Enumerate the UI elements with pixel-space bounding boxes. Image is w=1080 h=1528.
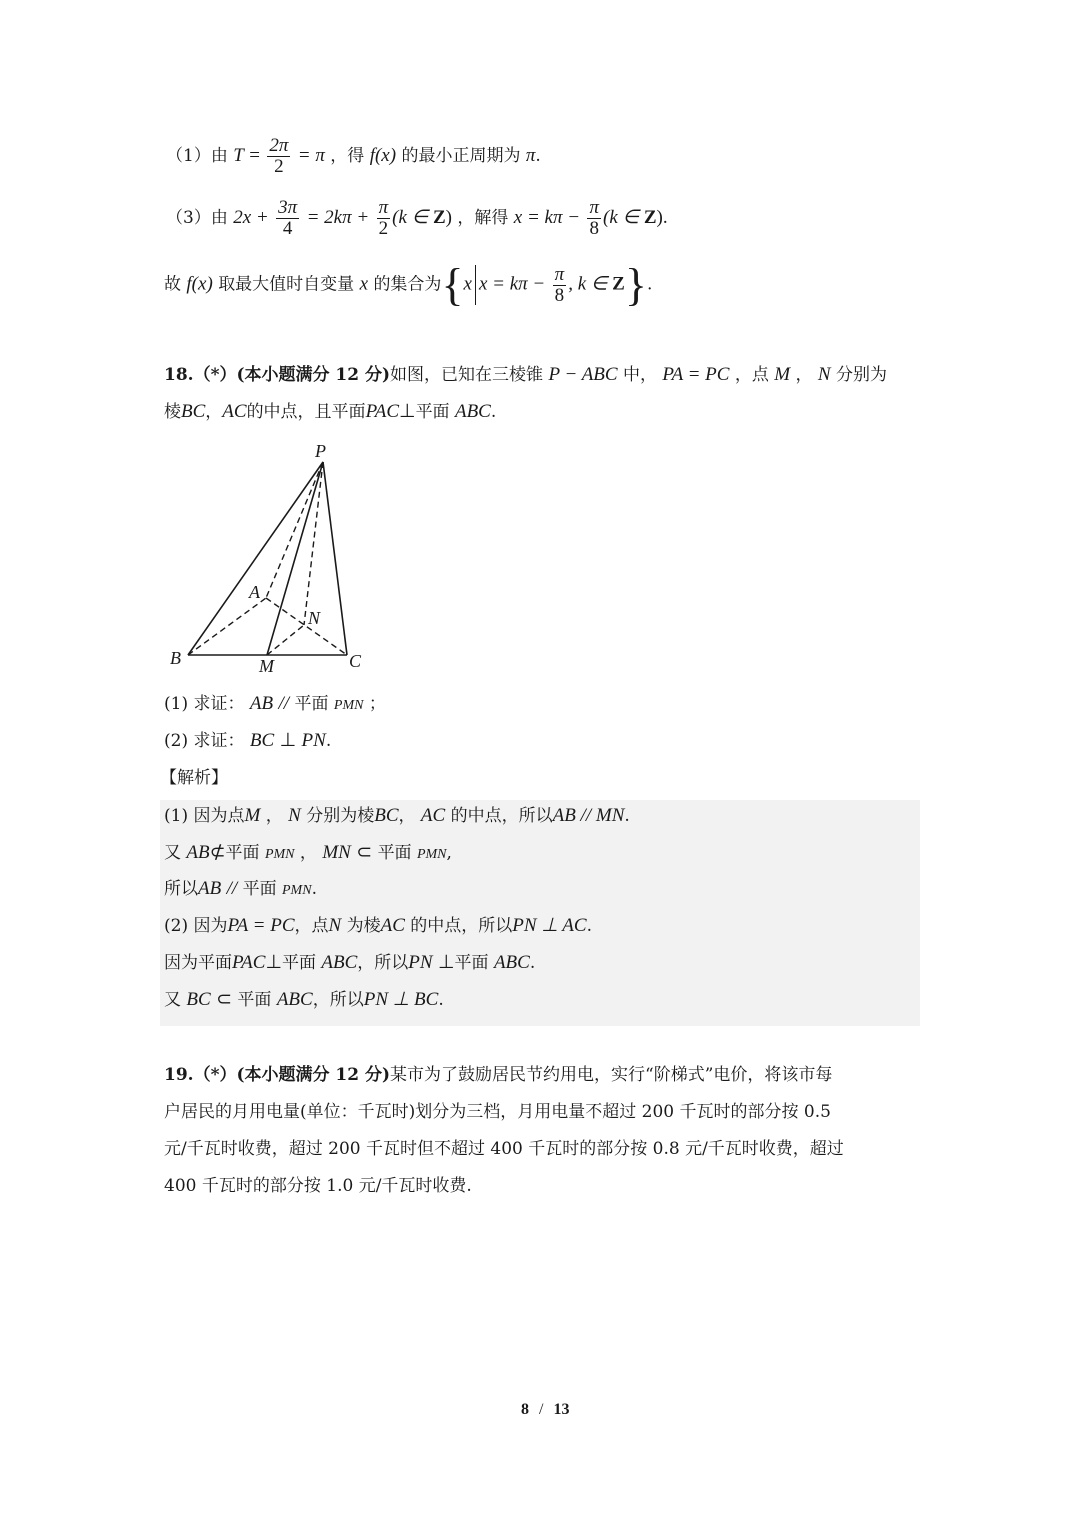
fraction (377, 198, 391, 239)
text: 的中点，所以 (450, 806, 553, 826)
text: 平面 (294, 694, 329, 714)
perp-symbol: ⊥ (399, 401, 416, 422)
math-fx: f(x) (186, 273, 213, 295)
solution-step-1 (164, 804, 630, 828)
q18-part-1 (164, 692, 386, 718)
math-cond: (k ∈ (392, 207, 433, 228)
fraction (587, 198, 601, 239)
text: 元/千瓦时收费，超过 200 千瓦时但不超过 400 千瓦时的部分按 0.8 元/千瓦时收费，超过 (164, 1139, 844, 1159)
label-N: N (308, 608, 321, 628)
q19-line-2 (164, 1100, 831, 1124)
text: ，点 (734, 365, 769, 385)
text: ， (795, 365, 813, 385)
solution-step-2 (164, 841, 452, 867)
parallel-symbol: // (278, 693, 290, 714)
page-current: 8 (521, 1401, 529, 1418)
perp-symbol: ⊥ (265, 952, 282, 973)
edge-PB (188, 462, 323, 655)
math-set-z: Z (643, 207, 657, 228)
frac-num: 2π (269, 135, 289, 156)
frac-den: 8 (554, 284, 565, 306)
q18-line-1 (164, 363, 887, 387)
text: 又 (164, 990, 181, 1010)
punct: . (325, 731, 332, 751)
math-var: BC (186, 989, 211, 1010)
punct: . (624, 806, 630, 826)
page-number (521, 1401, 569, 1419)
math-expr: PA = PC (227, 915, 295, 936)
text: 分别为棱 (306, 806, 375, 826)
frac-den: 4 (282, 218, 293, 239)
math-fx: f(x) (369, 145, 397, 166)
text: 的最小正周期为 (401, 146, 521, 166)
set-divider (475, 265, 476, 305)
text: 所以 (164, 879, 198, 899)
math-expr: x = kπ − (513, 207, 581, 228)
math-var: ABC (454, 401, 491, 422)
edge-PC (323, 462, 347, 655)
label-M: M (259, 656, 274, 676)
text: ，所以 (357, 953, 409, 973)
math-var: N (817, 364, 831, 385)
question-header: 18.（*）(本小题满分 12 分) (164, 365, 391, 385)
q18-part-2 (164, 729, 331, 753)
text: 分别为 (835, 365, 887, 385)
q19-line-1 (164, 1063, 832, 1087)
label-P: P (315, 441, 326, 461)
text: 的集合为 (373, 274, 442, 295)
part-label: （1）由 (166, 146, 228, 166)
text: 中， (623, 365, 657, 385)
text: 平面 (415, 402, 450, 422)
frac-den: 8 (589, 218, 599, 239)
fraction (267, 136, 290, 177)
math-var: T (233, 145, 244, 166)
text: 平面 (454, 953, 489, 973)
parallel-symbol: // (226, 878, 238, 899)
math-var: N (288, 805, 301, 826)
part-label: (1) 求证： (164, 694, 245, 714)
math-var: PMN (264, 847, 295, 862)
punct: , (446, 843, 452, 863)
text: 因为平面 (164, 953, 232, 973)
math-expr: PN ⊥ AC (512, 915, 587, 936)
right-brace: } (624, 259, 647, 310)
text: (2) 因为 (164, 916, 228, 936)
math-var: PMN (282, 883, 312, 898)
text: 故 (164, 274, 181, 295)
math-var: BC (181, 401, 206, 422)
frac-num: π (589, 197, 599, 218)
edge-BA (188, 598, 266, 655)
text: 的中点，且平面 (246, 402, 366, 422)
math-var: N (328, 915, 342, 936)
perp-symbol: ⊥ (279, 730, 297, 751)
solution-step-4 (164, 914, 592, 938)
text: 400 千瓦时的部分按 1.0 元/千瓦时收费. (164, 1176, 472, 1196)
math-var: M (774, 364, 791, 385)
math-paren: ) (445, 207, 452, 228)
math-var: PN (301, 730, 326, 751)
frac-num: π (554, 263, 565, 285)
math-set-z: Z (432, 207, 446, 228)
math-var: PMN (416, 847, 447, 862)
analysis-heading: 【解析】 (160, 768, 228, 788)
punct: . (535, 146, 541, 166)
subset-symbol: ⊂ (356, 842, 373, 863)
text: 平面 (377, 843, 412, 863)
text: 平面 (237, 990, 272, 1010)
text: 平面 (225, 843, 260, 863)
math-var: MN (322, 842, 351, 863)
math-expr: PN ⊥ BC (363, 989, 439, 1010)
math-var: AB (198, 878, 222, 899)
math-var: AC (222, 401, 247, 422)
math-var: AB (186, 842, 210, 863)
solution-step-6 (164, 988, 444, 1012)
frac-num: 3π (278, 197, 298, 218)
edge-MN (267, 625, 304, 655)
math-var: ABC (321, 952, 358, 973)
text: 棱 (164, 402, 181, 422)
math-var: x (359, 273, 369, 295)
text: ， (299, 843, 317, 863)
text: ， (398, 806, 416, 826)
math-expr: AB // MN (552, 805, 625, 826)
math-expr: x = kπ − (478, 273, 546, 295)
part-label: （3）由 (166, 208, 228, 228)
label-C: C (349, 651, 362, 671)
math-expr: = 2kπ + (306, 207, 370, 228)
solution-line-set (164, 259, 653, 310)
perp-symbol: ⊥ (437, 952, 455, 973)
text: ，解得 (457, 208, 509, 228)
page-total: 13 (553, 1401, 570, 1418)
math-var: AB (249, 693, 274, 714)
text: ， (265, 806, 283, 826)
math-pi: π (525, 145, 536, 166)
part-label: (2) 求证： (164, 731, 245, 751)
subset-symbol: ⊂ (216, 989, 233, 1010)
math-var: PN (408, 952, 433, 973)
solution-step-5 (164, 951, 535, 975)
math-cond: (k ∈ (603, 207, 644, 228)
label-B: B (170, 648, 181, 668)
math-var: x (463, 273, 472, 295)
math-var: BC (374, 805, 399, 826)
question-header: 19.（*）(本小题满分 12 分) (164, 1065, 391, 1085)
math-var: PAC (365, 401, 399, 422)
solution-step-3 (164, 877, 317, 903)
pyramid-figure (160, 435, 390, 685)
math-var: ABC (276, 989, 313, 1010)
analysis-title (160, 766, 228, 790)
frac-den: 2 (378, 218, 389, 239)
text: 的中点，所以 (410, 916, 513, 936)
text: 取最大值时自变量 (218, 274, 355, 295)
q19-line-3 (164, 1137, 844, 1161)
math-var: ABC (493, 952, 530, 973)
text: 某市为了鼓励居民节约用电，实行“阶梯式”电价，将该市每 (390, 1065, 833, 1085)
punct: . (529, 953, 536, 973)
math-expr: PA = PC (662, 364, 730, 385)
math-expr: P − ABC (548, 364, 618, 385)
text: 平面 (282, 953, 316, 973)
punct: . (438, 990, 444, 1010)
q19-line-4 (164, 1174, 472, 1198)
text: 户居民的月用电量(单位：千瓦时)划分为三档，月用电量不超过 200 千瓦时的部分按 0.5 (164, 1102, 831, 1122)
q18-line-2 (164, 400, 496, 424)
punct: . (490, 402, 497, 422)
label-A: A (249, 582, 260, 602)
fraction (553, 265, 567, 306)
punct: . (646, 274, 653, 295)
text: 又 (164, 843, 181, 863)
solution-line-3 (166, 198, 668, 239)
math-var: M (244, 805, 261, 826)
punct: ； (368, 694, 386, 714)
math-expr: = π (297, 145, 325, 166)
text: (1) 因为点 (164, 806, 245, 826)
frac-den: 2 (274, 156, 284, 177)
frac-num: π (378, 197, 389, 218)
math-expr: , k ∈ (568, 273, 613, 295)
math-var: AC (380, 915, 405, 936)
text: ，得 (330, 146, 365, 166)
math-expr: 2x + (233, 207, 269, 228)
math-var: BC (249, 730, 275, 751)
text: ，所以 (312, 990, 364, 1010)
left-brace: { (441, 259, 464, 310)
text: 为棱 (346, 916, 381, 936)
solution-line-1 (166, 136, 541, 177)
math-op: = (249, 145, 260, 166)
page-separator: / (539, 1401, 544, 1418)
text: ，点 (294, 916, 329, 936)
math-var: PAC (232, 952, 266, 973)
text: 平面 (242, 879, 277, 899)
math-var: AC (420, 805, 446, 826)
text: ， (205, 402, 223, 422)
math-set-z: Z (612, 273, 625, 295)
math-paren: ). (656, 207, 668, 228)
math-var: PMN (333, 698, 364, 713)
fraction (276, 198, 299, 239)
text: 如图，已知在三棱锥 (390, 365, 544, 385)
punct: . (586, 916, 592, 936)
not-subset-symbol: ⊄ (209, 842, 226, 863)
punct: . (311, 879, 317, 899)
